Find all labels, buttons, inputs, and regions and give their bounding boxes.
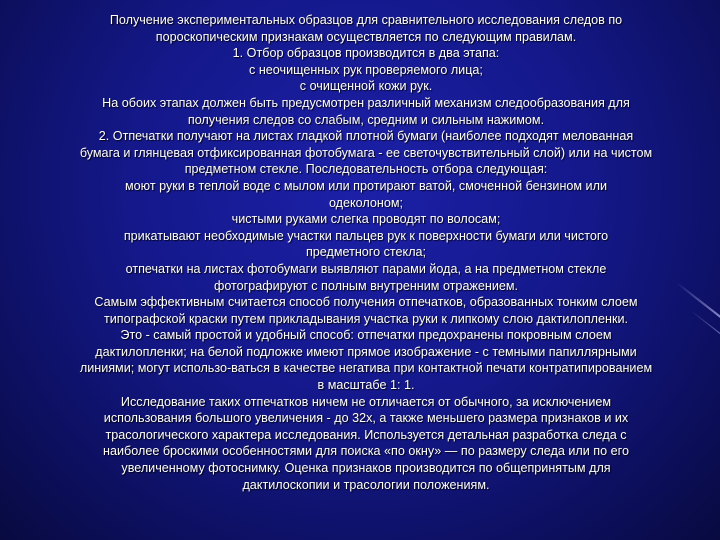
text-line: использования большого увеличения - до 32х, а также меньшего размера признаков и их (103, 411, 629, 426)
text-line: в масштабе 1: 1. (317, 378, 415, 393)
text-line: трасологического характера исследования. Используется детальная разработка следа с (105, 427, 627, 442)
text-line: типографской краски путем прикладывания участка руки к липкому слою дактилопленки. (103, 311, 629, 326)
text-line: отпечатки на листах фотобумаги выявляют парами йода, а на предметном стекле (125, 261, 607, 276)
text-line: Это - самый простой и удобный способ: отпечатки предохранены покровным слоем (120, 328, 612, 343)
text-line: бумага и глянцевая отфиксированная фотобумага - ее светочувствительный слой) или на чистом (79, 145, 653, 160)
text-line: моют руки в теплой воде с мылом или протирают ватой, смоченной бензином или (125, 178, 607, 193)
text-line: с неочищенных рук проверяемого лица; (249, 62, 483, 77)
slide-body-text (36, 12, 696, 493)
text-line: увеличенному фотоснимку. Оценка признаков производится по общепринятым для (121, 461, 611, 476)
text-line: Исследование таких отпечатков ничем не отличается от обычного, за исключением (120, 394, 612, 409)
text-line: наиболее броскими особенностями для поиска «по окну» — по размеру следа или по его (103, 444, 629, 459)
text-line: предметном стекле. Последовательность отбора следующая: (184, 162, 548, 177)
text-line: 1. Отбор образцов производится в два этапа: (232, 46, 500, 61)
text-line: дактилопленки; на белой подложке имеют прямое изображение - с темными папиллярными (95, 344, 637, 359)
text-line: Самым эффективным считается способ получения отпечатков, образованных тонким слоем (94, 295, 638, 310)
text-line: линиями; могут использо-ваться в качестве негатива при контактной печати контратипированием (79, 361, 653, 376)
text-line: получения следов со слабым, средним и сильным нажимом. (187, 112, 545, 127)
paragraph-intro (36, 12, 696, 493)
text-line: дактилоскопии и трасологии положениям. (242, 477, 490, 492)
text-line: предметного стекла; (305, 245, 427, 260)
text-line: с очищенной кожи рук. (299, 79, 433, 94)
text-line: фотографируют с полным внутренним отражением. (213, 278, 519, 293)
text-line: одеколоном; (328, 195, 404, 210)
text-line: прикатывают необходимые участки пальцев рук к поверхности бумаги или чистого (123, 228, 609, 243)
text-line: На обоих этапах должен быть предусмотрен различный механизм следообразования для (102, 95, 630, 110)
text-line: Получение экспериментальных образцов для сравнительного исследования следов по (109, 13, 623, 27)
text-line: чистыми руками слегка проводят по волосам; (231, 212, 501, 227)
text-line: пороскопическим признакам осуществляется по следующим правилам. (155, 29, 577, 44)
text-line: 2. Отпечатки получают на листах гладкой плотной бумаги (наиболее подходят мелованная (98, 129, 634, 144)
